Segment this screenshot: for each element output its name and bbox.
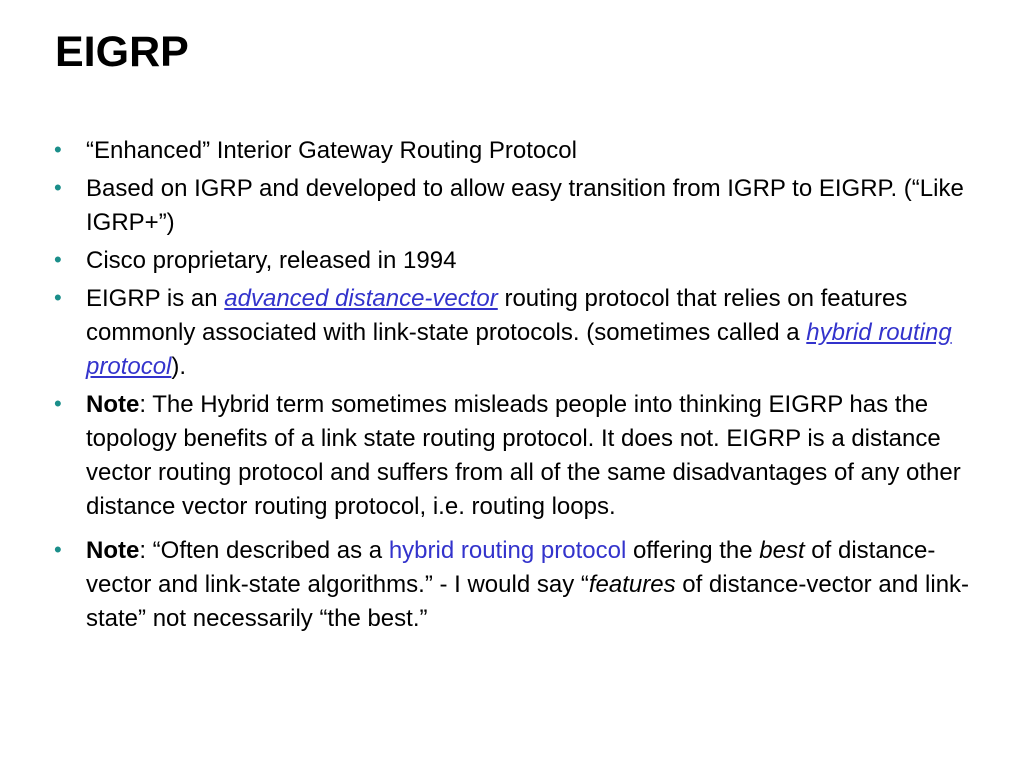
bullet-text: : The Hybrid term sometimes misleads people into thinking EIGRP has the topology benefits of a link state routing protocol. It does not. EIGRP is a distance vector routing protocol and suffers from all of the same disadvantages of any other distance vector routing protocol, i.e. routing loops. [86,391,961,520]
bullet-list [52,134,987,640]
bullet-text-part: routing protocol that relies on features commonly associated with link-state protocols. (sometimes called a [86,285,908,346]
bullet-text-part: of distance-vector and link-state algorithms.” - I would say “ [86,537,936,598]
bullet-text: “Enhanced” Interior Gateway Routing Protocol [86,137,577,164]
bullet-text-part: : “Often described as a [139,537,389,564]
bullet-text-part: ). [171,353,187,380]
bullet-marker: • [54,285,62,310]
bullet-marker: • [54,247,62,272]
emphasis-features: features [588,571,676,598]
hybrid-routing-protocol-text: hybrid routing protocol [388,537,627,564]
bullet-marker: • [54,537,62,562]
hybrid-routing-protocol-link[interactable]: hybrid routing protocol [86,319,952,380]
bullet-item-5 [52,388,987,524]
note-label: Note [86,537,140,564]
bullet-item-6 [52,534,987,636]
bullet-text-part: offering the [626,537,760,564]
bullet-marker: • [54,175,62,200]
emphasis-best: best [759,537,805,564]
bullet-item-1 [52,134,987,168]
bullet-text-part: of distance-vector and link-state” not necessarily “the best.” [86,571,970,632]
bullet-marker: • [54,137,62,162]
note-label: Note [86,391,140,418]
bullet-marker: • [54,391,62,416]
bullet-item-2 [52,172,987,240]
bullet-item-3 [52,244,987,278]
bullet-item-4 [52,282,987,384]
bullet-text: Based on IGRP and developed to allow easy transition from IGRP to EIGRP. (“Like IGRP+”) [86,175,964,236]
bullet-text-part: EIGRP is an [86,285,225,312]
advanced-distance-vector-link[interactable]: advanced distance-vector [224,285,498,312]
slide-title: EIGRP [55,28,189,76]
bullet-text: Cisco proprietary, released in 1994 [86,247,457,274]
